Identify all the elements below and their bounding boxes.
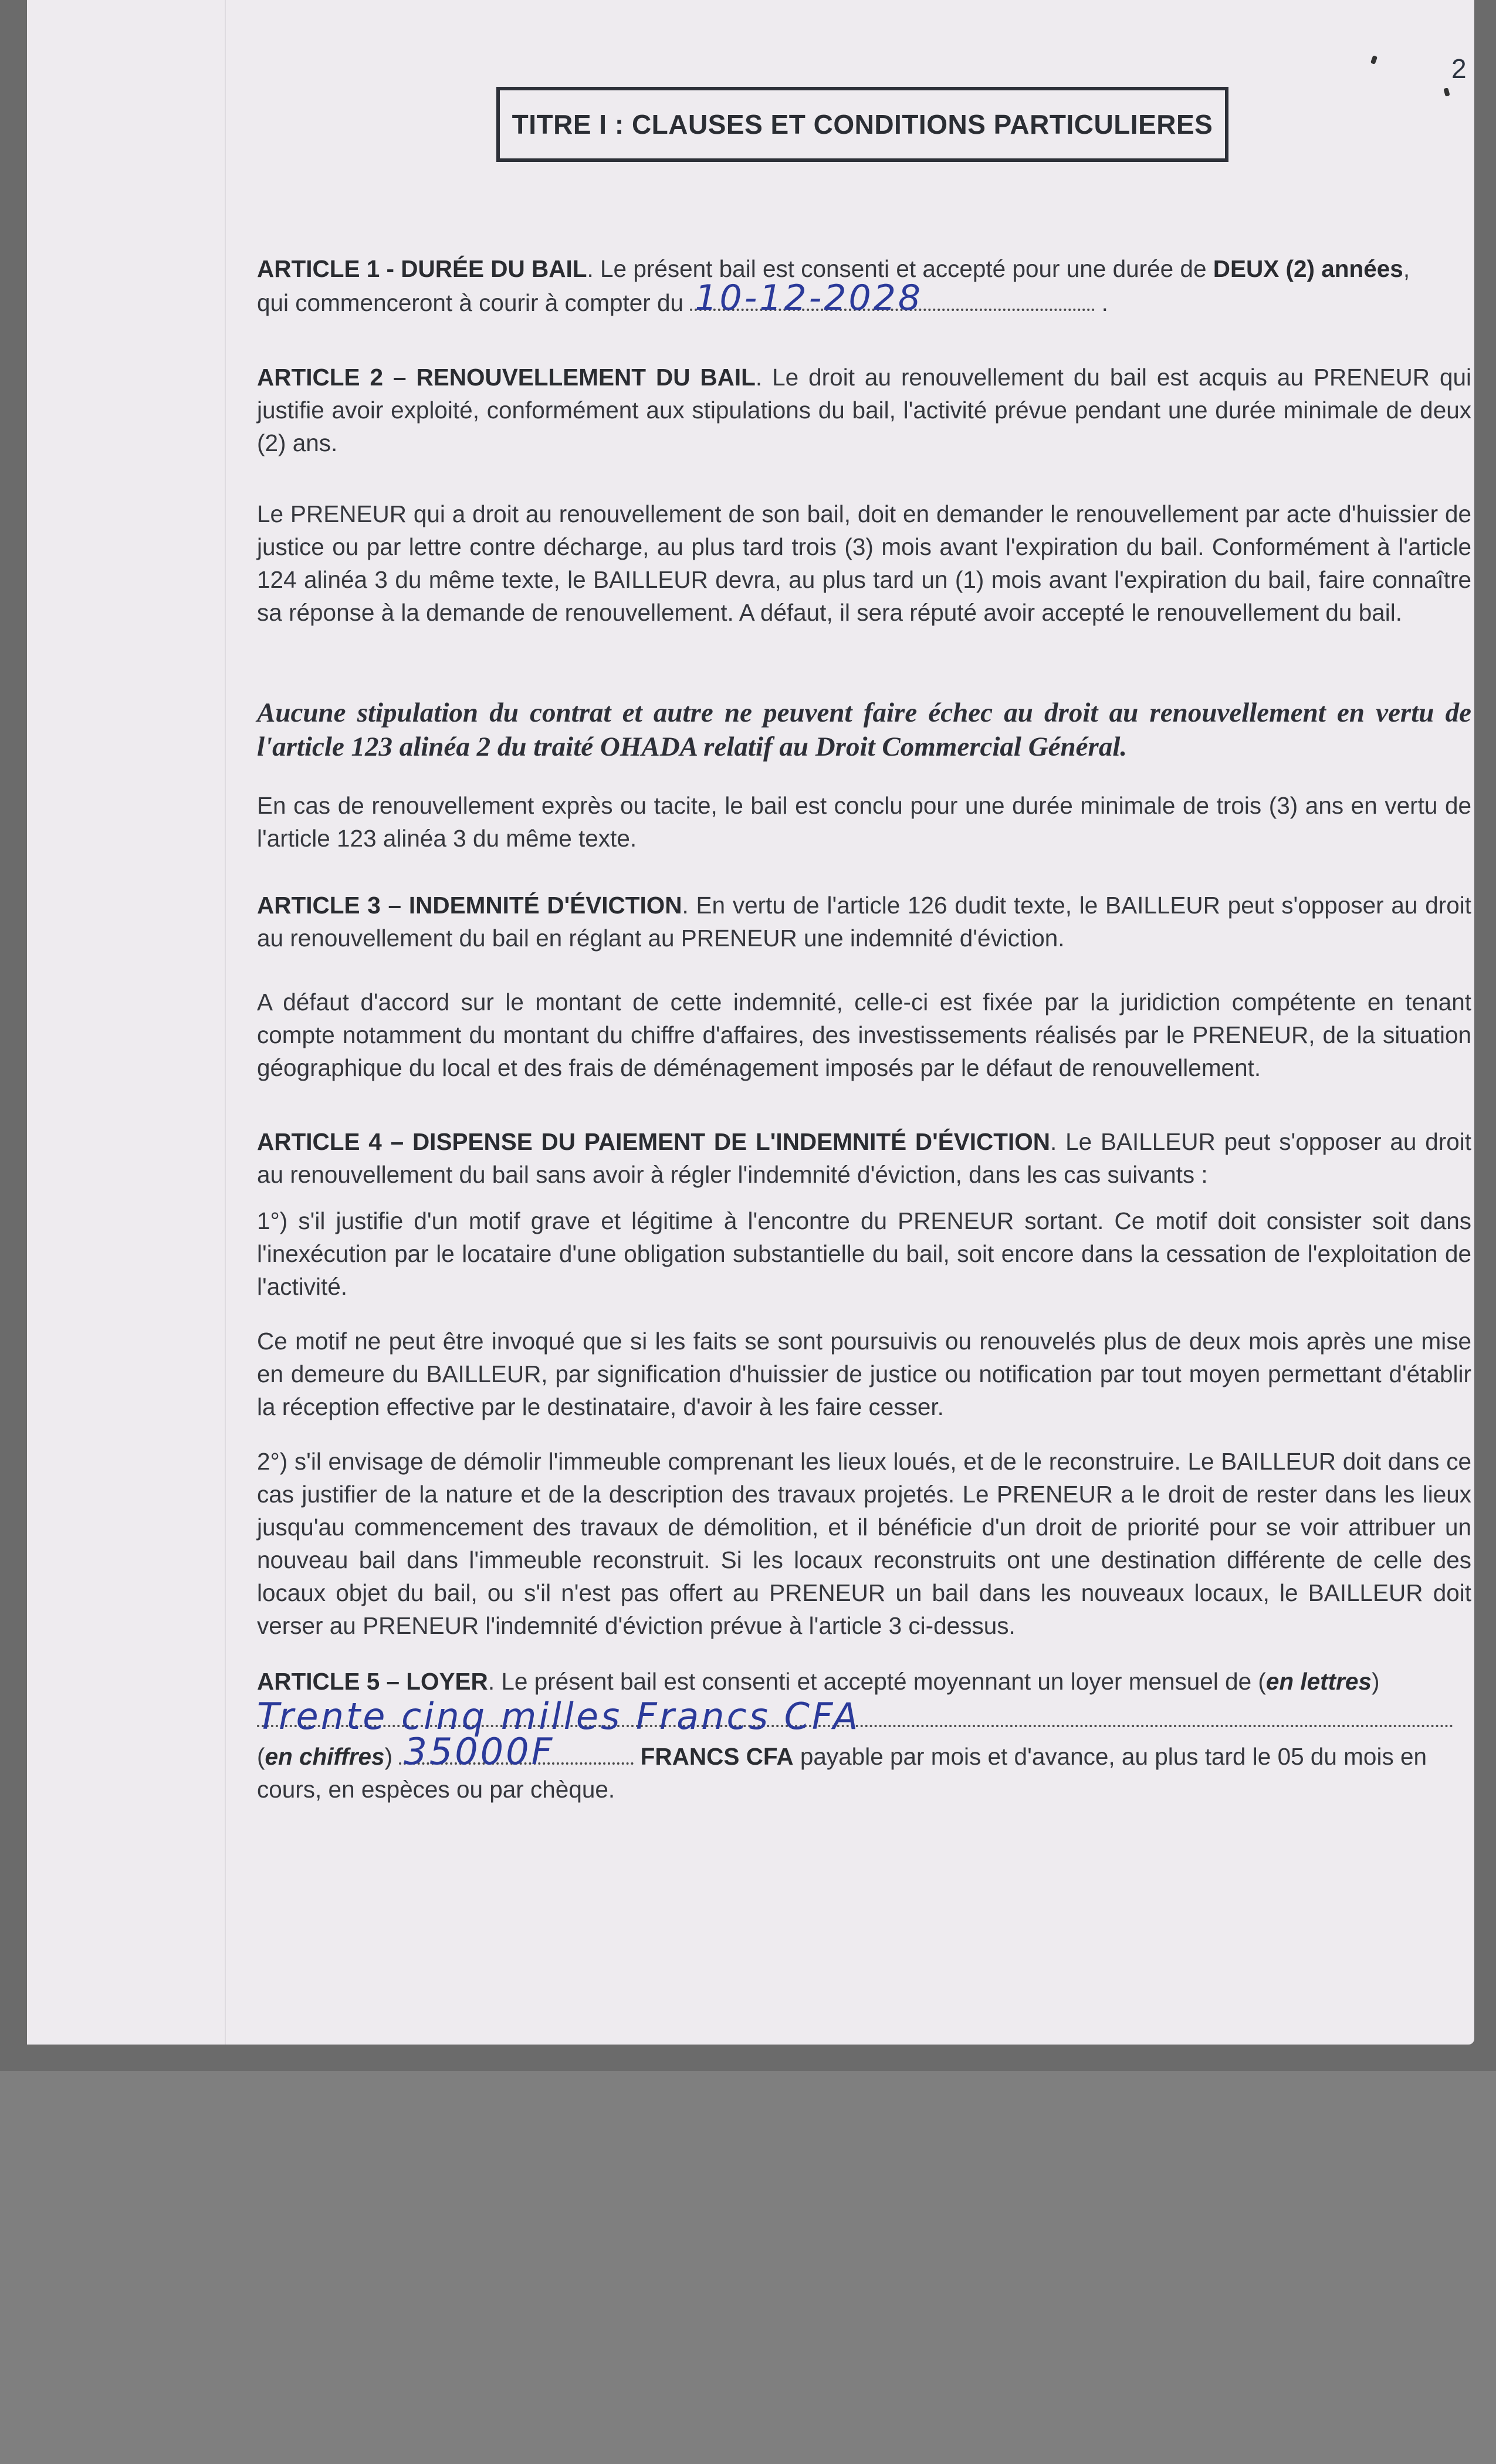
article-4 bbox=[257, 1125, 1471, 1191]
article-1-heading: ARTICLE 1 - DURÉE DU BAIL bbox=[257, 255, 587, 282]
article-3-heading: ARTICLE 3 – INDEMNITÉ D'ÉVICTION bbox=[257, 892, 682, 919]
punctuation: ( bbox=[257, 1743, 265, 1770]
article-2 bbox=[257, 361, 1471, 459]
article-4-case-2: 2°) s'il envisage de démolir l'immeuble comprenant les lieux loués, et de le reconstruire. Le BAILLEUR doit dans ce cas justifier de la nature et de la description des travaux projetés. Le PRENEUR a le droit de rester dans les lieux jusqu'au commencement des travaux de démolition, et il bénéficie d'un droit de priorité pour se voir attribuer un nouveau bail dans l'immeuble reconstruit. Si les locaux reconstruits ont une destination différente de celle des locaux objet du bail, ou s'il n'est pas offert au PRENEUR un bail dans les nouveaux locaux, le BAILLEUR doit verser au PRENEUR l'indemnité d'éviction prévue à l'article 3 ci-dessus. bbox=[257, 1448, 1471, 1639]
article-3-para-2: A défaut d'accord sur le montant de cette indemnité, celle-ci est fixée par la juridiction compétente en tenant compte notamment du montant du chiffre d'affaires, des investissements réalisés par le PRENEUR, de la situation géographique du local et des frais de déménagement imposés par le défaut de renouvellement. bbox=[257, 989, 1471, 1081]
punctuation: ) bbox=[384, 1743, 400, 1770]
punctuation: ) bbox=[1371, 1668, 1380, 1695]
punctuation: . bbox=[1095, 289, 1108, 316]
article-4-case-2-block bbox=[257, 1445, 1471, 1642]
start-date-field bbox=[690, 277, 1095, 319]
article-2-para-2: Le PRENEUR qui a droit au renouvellement de son bail, doit en demander le renouvellement par acte d'huissier de justice ou par lettre contre décharge, au plus tard trois (3) mois avant l'expiration du bail. Conformément à l'article 124 alinéa 3 du même texte, le BAILLEUR devra, au plus tard un (1) mois avant l'expiration du bail, faire connaître sa réponse à la demande de renouvellement. A défaut, il sera réputé avoir accepté le renouvellement du bail. bbox=[257, 500, 1471, 626]
label-en-lettres: en lettres bbox=[1265, 1668, 1372, 1695]
margin-line bbox=[225, 0, 226, 2045]
article-4-case-1: 1°) s'il justifie d'un motif grave et légitime à l'encontre du PRENEUR sortant. Ce motif doit consister soit dans l'inexécution par le locataire d'une obligation substantielle du bail, soit encore dans la cessation de l'exploitation de l'activité. bbox=[257, 1207, 1471, 1300]
article-1-text: . Le présent bail est consenti et accepté pour une durée de bbox=[587, 255, 1213, 282]
article-5-heading: ARTICLE 5 – LOYER bbox=[257, 1668, 488, 1695]
article-2-para-2-block bbox=[257, 497, 1471, 629]
rent-in-figures-handwritten: 35000F bbox=[404, 1730, 555, 1773]
label-en-chiffres: en chiffres bbox=[265, 1743, 385, 1770]
page-number: 2 bbox=[1451, 53, 1467, 84]
rent-in-letters-handwritten: Trente cinq milles Francs CFA bbox=[257, 1695, 861, 1738]
lease-duration: DEUX (2) années bbox=[1213, 255, 1403, 282]
article-5-payment-terms: payable par mois et d'avance, au plus tard le 05 du mois en cours, en espèces ou par chèque. bbox=[257, 1743, 1427, 1803]
punctuation: , bbox=[1403, 255, 1410, 282]
article-2-emphasis: Aucune stipulation du contrat et autre ne peuvent faire échec au droit au renouvellement en vertu de l'article 123 alinéa 2 du traité OHADA relatif au Droit Commercial Général. bbox=[257, 698, 1471, 762]
article-1-start-text: qui commenceront à courir à compter du bbox=[257, 289, 691, 316]
rent-letters-field bbox=[257, 1695, 1471, 1738]
article-2-heading: ARTICLE 2 – RENOUVELLEMENT DU BAIL bbox=[257, 364, 756, 391]
article-4-case-1-block bbox=[257, 1204, 1471, 1303]
article-5-text: . Le présent bail est consenti et accepté moyennant un loyer mensuel de ( bbox=[488, 1668, 1266, 1695]
currency-label: FRANCS CFA bbox=[640, 1743, 794, 1770]
article-3-para-2-block bbox=[257, 986, 1471, 1084]
page-title: TITRE I : CLAUSES ET CONDITIONS PARTICULIERES bbox=[512, 109, 1213, 140]
article-3 bbox=[257, 889, 1471, 955]
article-5 bbox=[257, 1665, 1471, 1806]
article-4-heading: ARTICLE 4 – DISPENSE DU PAIEMENT DE L'INDEMNITÉ D'ÉVICTION bbox=[257, 1128, 1051, 1155]
article-1 bbox=[257, 252, 1471, 319]
staple-mark bbox=[1370, 55, 1377, 65]
title-box bbox=[496, 87, 1228, 162]
start-date-handwritten: 10-12-2028 bbox=[695, 277, 923, 319]
article-4-case-1-note-block bbox=[257, 1325, 1471, 1423]
article-4-para-1: . Le BAILLEUR peut s'opposer au droit au renouvellement du bail sans avoir à régler l'indemnité d'éviction, dans les cas suivants : bbox=[257, 1128, 1471, 1188]
rent-figures-field bbox=[399, 1730, 634, 1773]
article-2-para-3: En cas de renouvellement exprès ou tacite, le bail est conclu pour une durée minimale de trois (3) ans en vertu de l'article 123 alinéa 3 du même texte. bbox=[257, 792, 1471, 852]
staple-mark bbox=[1443, 87, 1450, 97]
document-page bbox=[27, 0, 1474, 2045]
article-2-para-3-block bbox=[257, 789, 1471, 855]
article-4-case-1-note: Ce motif ne peut être invoqué que si les faits se sont poursuivis ou renouvelés plus de deux mois après une mise en demeure du BAILLEUR, par signification d'huissier de justice ou notification par tout moyen permettant d'établir la réception effective par le destinataire, d'avoir à les faire cesser. bbox=[257, 1328, 1471, 1420]
article-2-para-1: . Le droit au renouvellement du bail est acquis au PRENEUR qui justifie avoir exploité, conformément aux stipulations du bail, l'activité prévue pendant une durée minimale de deux (2) ans. bbox=[257, 364, 1471, 456]
article-3-para-1: . En vertu de l'article 126 dudit texte, le BAILLEUR peut s'opposer au droit au renouvellement du bail en réglant au PRENEUR une indemnité d'éviction. bbox=[257, 892, 1471, 952]
dotted-line bbox=[257, 1695, 1454, 1738]
